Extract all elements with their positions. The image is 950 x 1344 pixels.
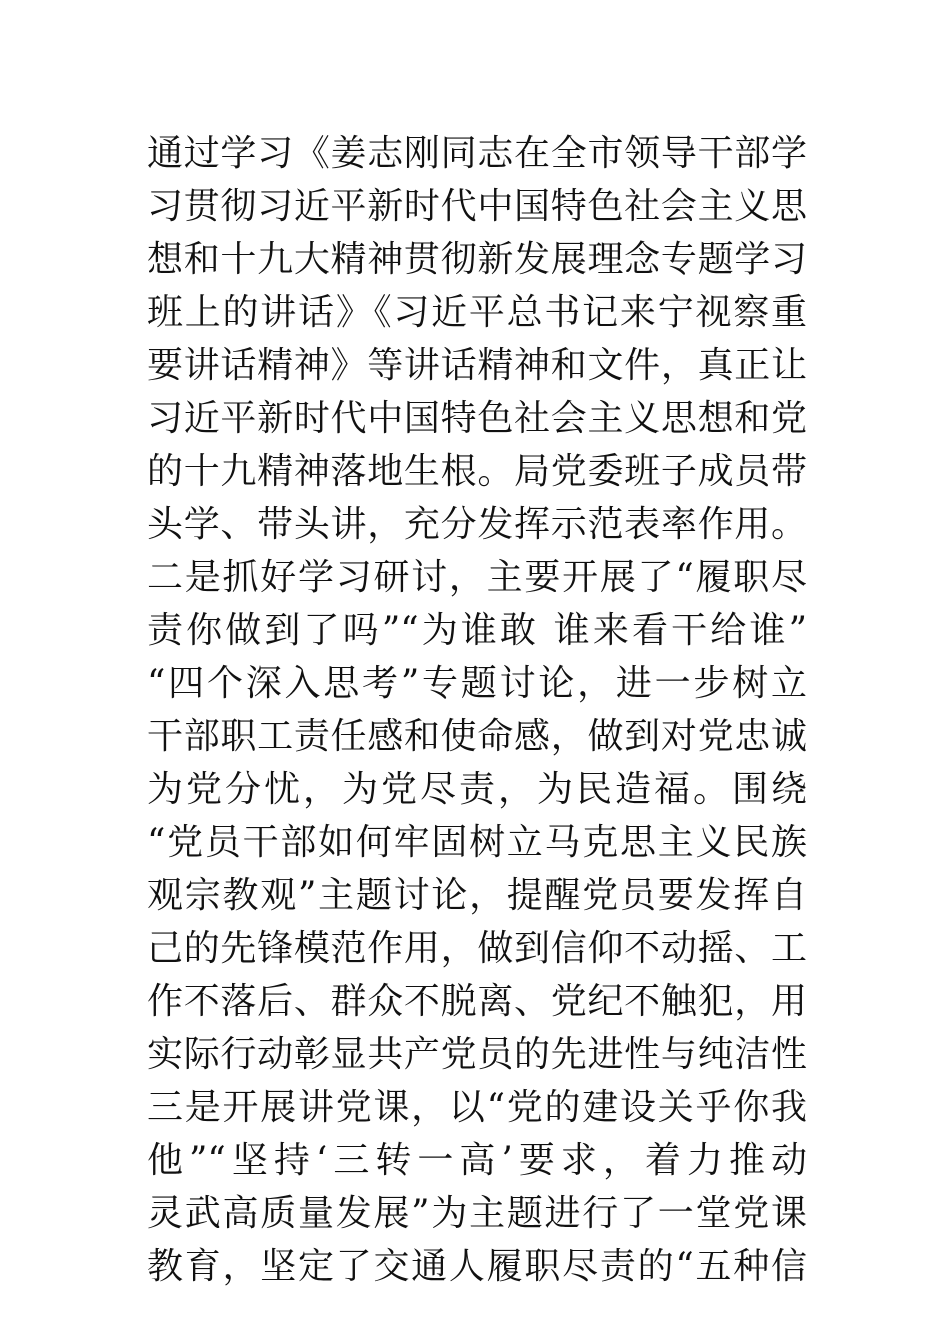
text-line: 实际行动彰显共产党员的先进性与纯洁性 bbox=[147, 1034, 807, 1075]
text-line: 要讲话精神》等讲话精神和文件，真正让 bbox=[147, 345, 807, 386]
text-line: “党员干部如何牢固树立马克思主义民族 bbox=[147, 822, 807, 863]
text-line: 为党分忧，为党尽责，为民造福。围绕 bbox=[147, 769, 807, 810]
text-line: “四个深入思考”专题讨论，进一步树立 bbox=[147, 663, 807, 704]
text-line: 他”“坚持‘三转一高’要求，着力推动 bbox=[147, 1140, 807, 1181]
text-line: 作不落后、群众不脱离、党纪不触犯，用 bbox=[147, 981, 807, 1022]
text-line: 班上的讲话》《习近平总书记来宁视察重 bbox=[147, 292, 807, 333]
text-line: 观宗教观”主题讨论，提醒党员要发挥自 bbox=[147, 875, 807, 916]
text-line: 干部职工责任感和使命感，做到对党忠诚 bbox=[147, 716, 807, 757]
text-line: 三是开展讲党课，以“党的建设关乎你我 bbox=[147, 1087, 807, 1128]
text-line: 二是抓好学习研讨，主要开展了“履职尽 bbox=[147, 557, 807, 598]
text-line: 头学、带头讲，充分发挥示范表率作用。 bbox=[147, 504, 807, 545]
text-line: 通过学习《姜志刚同志在全市领导干部学 bbox=[147, 133, 807, 174]
text-line: 灵武高质量发展”为主题进行了一堂党课 bbox=[147, 1193, 807, 1234]
text-line: 习近平新时代中国特色社会主义思想和党 bbox=[147, 398, 807, 439]
text-line: 教育，坚定了交通人履职尽责的“五种信 bbox=[147, 1246, 807, 1287]
text-line: 责你做到了吗”“为谁敢 谁来看干给谁” bbox=[147, 610, 807, 651]
text-line: 习贯彻习近平新时代中国特色社会主义思 bbox=[147, 186, 807, 227]
text-line: 的十九精神落地生根。局党委班子成员带 bbox=[147, 451, 807, 492]
text-line: 想和十九大精神贯彻新发展理念专题学习 bbox=[147, 239, 807, 280]
body-text bbox=[147, 127, 807, 1293]
text-line: 己的先锋模范作用，做到信仰不动摇、工 bbox=[147, 928, 807, 969]
